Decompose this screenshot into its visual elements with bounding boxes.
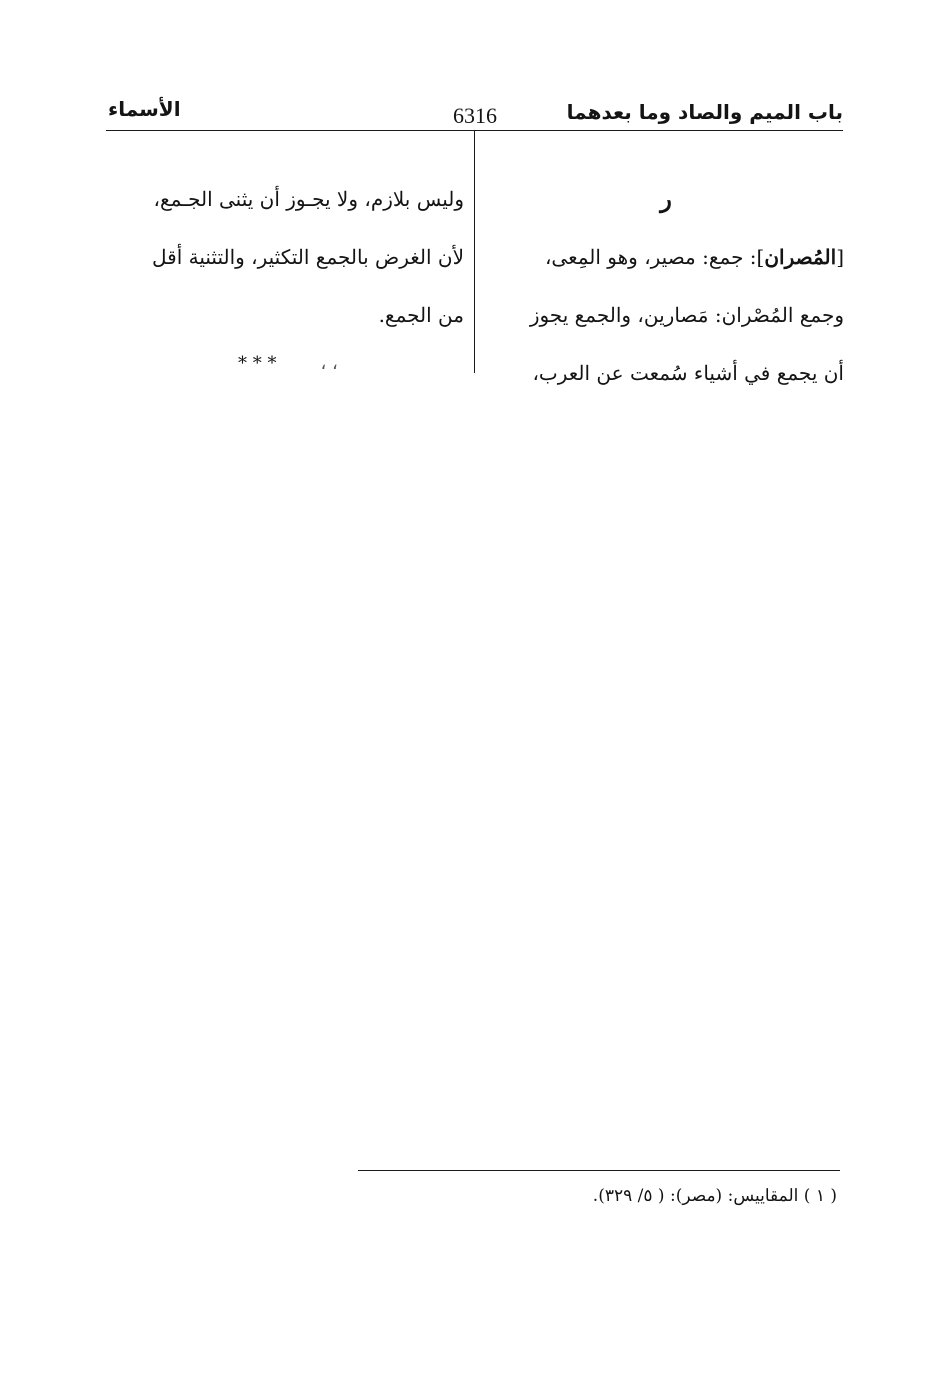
column-divider: [474, 131, 475, 373]
left-line-1: وليس بلازم، ولا يجـوز أن يثنى الجـمع،: [153, 187, 464, 211]
left-column: [100, 170, 464, 402]
right-line-3: أن يجمع في أشياء سُمعت عن العرب،: [532, 361, 844, 385]
running-header-chapter: باب الميم والصاد وما بعدهما: [566, 100, 843, 124]
separator-stars: * * *: [238, 353, 277, 374]
right-column: [488, 170, 844, 402]
page-number: 6316: [453, 103, 497, 128]
separator-marks: ، ،: [320, 353, 338, 374]
right-line-1: [488, 228, 844, 286]
entry-headword: المُصران: [764, 245, 837, 269]
left-line-3: من الجمع.: [378, 303, 464, 327]
running-header-section: الأسماء: [108, 97, 181, 121]
footnote: ( ١ ) المقاييس: (مصر): ( ٥/ ٣٢٩).: [592, 1186, 837, 1206]
right-line-2: وجمع المُصْران: مَصارين، والجمع يجوز: [529, 303, 844, 327]
section-separator: [100, 344, 464, 402]
letter-heading: ر: [660, 184, 672, 213]
entry-definition: ]: جمع: مصير، وهو المِعى،: [544, 245, 765, 269]
left-line-2: لأن الغرض بالجمع التكثير، والتثنية أقل: [152, 245, 464, 269]
footnote-rule: [358, 1170, 840, 1171]
entry-bracket: [: [836, 245, 844, 269]
